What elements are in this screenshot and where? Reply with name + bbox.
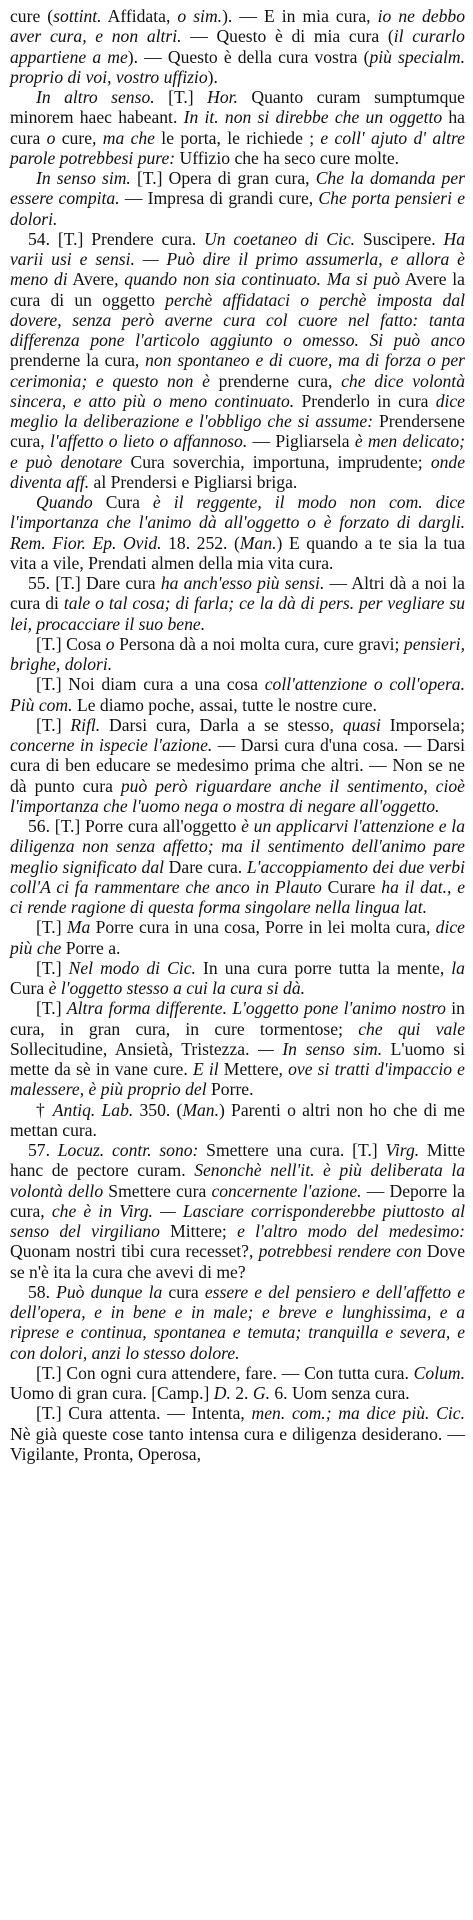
italic-text-segment: che qui vale <box>358 1018 465 1039</box>
text-segment: cure <box>55 127 93 148</box>
text-segment: — Questo è di mia cura ( <box>181 26 394 47</box>
text-segment: Prenderlo in cura <box>294 390 436 411</box>
text-segment: 57. <box>28 1140 58 1160</box>
text-segment: Porre cura in una cosa, Porre in lei molta cura, <box>90 917 436 938</box>
italic-text-segment: tale o tal cosa; di farla; ce la dà di pers. per vegliare su lei, procacciare il suo bene. <box>10 593 465 634</box>
italic-text-segment: quasi <box>342 714 381 735</box>
italic-text-segment: non spontaneo e di cuore, ma di forza o per cerimonia; e questo non è <box>10 350 465 391</box>
text-segment: Mittere; <box>159 1221 238 1241</box>
italic-text-segment: e coll' ajuto d' altre parole potrebbesi pure: <box>10 127 465 168</box>
entry-paragraph <box>10 87 465 168</box>
italic-text-segment: l'affetto o lieto o affannoso. <box>49 431 248 452</box>
italic-text-segment: onde diventa aff. <box>10 451 466 492</box>
text-segment: [T.] Opera di gran cura, <box>130 168 316 188</box>
text-segment: [T.] Cura attenta. — Intenta, <box>36 1403 252 1424</box>
italic-text-segment: essere e del pensiero e dell'affetto e dell'opera, e in bene e in male; e breve e lunghissima, e a riprese e continua, spontanea e temuta; tranquilla e severa, e con dolori, anzi lo stesso dolore. <box>10 1281 465 1363</box>
italic-text-segment: concerne in ispecie l'azione. <box>10 735 213 755</box>
text-segment: Cura <box>10 978 49 998</box>
text-segment: — Altri dà a noi la cura di <box>10 573 465 614</box>
italic-text-segment: può però riguardare anche il sentimento, cioè l'importanza che l'uomo nega o mostra di negare all'oggetto. <box>10 775 465 816</box>
italic-text-segment: Hor. <box>207 87 238 107</box>
text-segment: 58. <box>28 1281 57 1302</box>
text-segment: Dare cura. <box>164 856 247 877</box>
entry-paragraph <box>10 168 465 229</box>
text-segment: [T.] <box>36 998 67 1019</box>
entry-paragraph <box>10 1403 465 1464</box>
text-segment: 55. [T.] Dare cura <box>28 573 161 593</box>
text-segment: le porta, le richiede ; <box>154 127 321 148</box>
text-segment: Mettere <box>218 1059 279 1079</box>
text-segment: 56. [T.] Porre cura all'oggetto <box>28 816 242 836</box>
italic-text-segment: che dice volontà sincera, e atto più o meno continuato. <box>10 370 465 411</box>
italic-text-segment: Man. <box>182 1099 219 1120</box>
text-segment: cure ( <box>10 6 54 26</box>
text-segment: [T.] <box>36 957 69 978</box>
text-segment: ha cura <box>10 107 465 148</box>
text-segment: Smettere una cura. [T.] <box>198 1140 386 1160</box>
entry-paragraph <box>10 1363 465 1404</box>
text-segment: ). — Questo è della cura vostra ( <box>127 46 370 67</box>
italic-text-segment: concernente l'azione. <box>211 1180 362 1201</box>
italic-text-segment: Antiq. Lab. <box>52 1099 134 1120</box>
text-segment: ) Parenti o altri non ho che di me mettan cura. <box>10 1099 465 1140</box>
text-segment: [T.] Noi diam cura a una cosa <box>36 674 265 695</box>
italic-text-segment: che è in Virg. — Lasciare corrisponderebbe piuttosto al senso del virgiliano <box>10 1200 466 1241</box>
italic-text-segment: Un coetaneo di Cic. <box>204 228 356 249</box>
text-segment: Smettere cura <box>103 1180 212 1201</box>
entry-paragraph <box>10 998 465 1099</box>
italic-text-segment: , ma che <box>92 127 155 148</box>
italic-text-segment: Che porta pensieri e dolori. <box>10 188 466 229</box>
text-segment: In una cura porre tutta la mente, <box>195 957 452 978</box>
italic-text-segment: è men delicato; e può denotare <box>10 431 465 472</box>
italic-text-segment: Senonchè nell'it. è più deliberata la volontà dello <box>10 1160 466 1201</box>
italic-text-segment: ha anch'esso più sensi. <box>160 573 325 593</box>
text-segment: L'uomo si mette da sè in vane cure. <box>10 1038 465 1079</box>
italic-text-segment: Man. <box>239 532 277 553</box>
italic-text-segment: più specialm. proprio di voi, vostro uffizio <box>10 46 465 87</box>
entry-paragraph <box>10 229 465 492</box>
italic-text-segment: potrebbesi rendere con <box>258 1241 422 1262</box>
italic-text-segment: In it. non si direbbe che un oggetto <box>183 107 443 128</box>
entry-paragraph <box>10 573 465 634</box>
text-segment: in cura, in gran cura, in cure tormentose; <box>10 998 465 1039</box>
text-segment: Cura soverchia, importuna, imprudente; <box>122 451 431 472</box>
text-segment: Imporsela; <box>380 714 465 735</box>
text-segment: Affidata, <box>101 6 178 26</box>
entry-paragraph <box>10 1100 465 1141</box>
text-segment: prenderne la cura, <box>10 350 146 371</box>
text-segment: † <box>36 1099 53 1120</box>
italic-text-segment: è un applicarvi l'attenzione e la diligenza non senza affetto; ma il sentimento dell'animo pare meglio significato dal <box>10 816 465 877</box>
text-segment: [T.] Cosa <box>36 633 106 654</box>
text-segment: Cura <box>92 492 153 512</box>
text-segment: ). — E in mia cura, <box>222 6 378 26</box>
italic-text-segment: sottint. <box>53 6 102 26</box>
text-segment: Curare <box>321 876 382 897</box>
entry-paragraph <box>10 958 465 999</box>
text-segment: — Darsi cura d'una cosa. — Darsi cura di ben educare se medesimo prima che altri. — Non se ne dà punto cura <box>10 735 465 796</box>
italic-text-segment: è il reggente, il modo non com. dice l'importanza che l'animo dà all'oggetto o è forzato di dargli. Rem. Fior. Ep. Ovid. <box>10 492 465 553</box>
italic-text-segment: men. com.; ma dice più. Cic. <box>251 1403 465 1424</box>
italic-text-segment: E il <box>192 1059 219 1079</box>
text-segment: Uffizio che ha seco cure molte. <box>175 147 400 168</box>
text-segment: Quonam nostri tibi cura recesset?, <box>10 1241 259 1262</box>
italic-text-segment: la <box>451 957 465 978</box>
italic-text-segment: Che la domanda per essere compita. <box>10 168 466 209</box>
text-segment: 350. ( <box>133 1099 183 1120</box>
italic-text-segment: pensieri, brighe, dolori. <box>10 633 465 674</box>
entry-paragraph <box>10 1282 465 1363</box>
text-segment: [T.] Con ogni cura attendere, fare. — Con tutta cura. <box>36 1362 414 1383</box>
text-segment: — Impresa di grandi cure, <box>119 188 319 209</box>
italic-text-segment: Altra forma differente. L'oggetto pone l'animo nostro <box>66 998 446 1019</box>
text-segment: ) E quando a te sia la tua vita a vile, Prendati almen della mia vita cura. <box>10 532 466 573</box>
text-segment: Le diamo poche, assai, tutte le nostre cure. <box>72 694 377 715</box>
entry-paragraph <box>10 816 465 917</box>
italic-text-segment: Ma <box>66 917 91 938</box>
text-segment: prenderne cura, <box>209 370 342 391</box>
italic-text-segment: , quando non sia continuato. Ma si può <box>114 269 400 290</box>
text-segment: cura <box>162 1281 205 1302</box>
text-segment: Darsi cura, Darla a se stesso, <box>100 714 343 735</box>
text-segment: Avere <box>67 269 115 290</box>
italic-text-segment: o <box>105 633 115 654</box>
italic-text-segment: , ove si tratti d'impaccio e malessere, è più proprio del <box>10 1059 465 1100</box>
entry-paragraph <box>10 1140 465 1282</box>
italic-text-segment: ha il dat., e ci rende ragione di questa forma singolare nella lingua lat. <box>10 876 466 917</box>
italic-text-segment: è l'oggetto stesso a cui la cura si dà. <box>48 978 306 998</box>
italic-text-segment: io ne debbo aver cura, e non altri. <box>10 6 465 47</box>
italic-text-segment: dice meglio la deliberazione e l'obbligo che si assume: <box>10 390 465 431</box>
entry-paragraph <box>10 674 465 715</box>
entry-paragraph <box>10 492 465 573</box>
italic-text-segment: Ha varii usi e sensi. — Può dire il primo assumerla, e allora è meno di <box>10 228 466 290</box>
entry-paragraph <box>10 715 465 816</box>
italic-text-segment: In senso sim. <box>36 168 131 188</box>
text-segment: Porre a. <box>61 937 121 958</box>
text-segment: Nè già queste cose tanto intensa cura e diligenza desiderano. — Vigilante, Pronta, Operosa, <box>10 1423 465 1464</box>
italic-text-segment: — In senso sim. <box>258 1038 383 1059</box>
italic-text-segment: il curarlo appartiene a me <box>10 26 465 67</box>
italic-text-segment: o sim. <box>177 6 223 26</box>
text-segment: — Pigliarsela <box>247 431 355 452</box>
text-segment: Prendersene cura, <box>10 411 465 452</box>
italic-text-segment: perchè affidataci o perchè imposta dal dovere, senza però averne cura col cuore nel fatto: tanta differenza pone l'articolo aggiunto o omesso. Si può anco <box>10 289 466 350</box>
text-segment: Sollecitudine, Ansietà, Tristezza. <box>10 1038 259 1059</box>
italic-text-segment: Rifl. <box>70 714 101 735</box>
italic-text-segment: Può dunque la <box>56 1281 163 1302</box>
italic-text-segment: In altro senso. <box>36 87 155 107</box>
entry-paragraph <box>10 917 465 958</box>
entry-paragraph <box>10 634 465 675</box>
text-segment: Quanto curam sumptumque minorem haec habeant. <box>10 87 465 128</box>
italic-text-segment: Quando <box>36 492 93 512</box>
text-segment: Dove se n'è ita la cura che avevi di me? <box>10 1241 466 1282</box>
text-segment: Avere la cura di un oggetto <box>10 269 465 310</box>
text-segment: — Deporre la cura, <box>10 1180 465 1221</box>
text-segment: [T.] <box>36 917 67 938</box>
italic-text-segment: G. <box>252 1383 270 1403</box>
text-segment: Suscipere. <box>355 228 444 249</box>
entry-paragraph <box>10 6 465 87</box>
text-segment: ). <box>207 66 218 87</box>
text-segment: 6. Uom senza cura. <box>269 1383 410 1403</box>
italic-text-segment: Virg. <box>385 1140 420 1160</box>
text-segment: 2. <box>230 1383 253 1403</box>
italic-text-segment: D. <box>213 1383 231 1403</box>
italic-text-segment: dice più che <box>10 917 465 958</box>
italic-text-segment: L'accoppiamento dei due verbi coll'A ci fa rammentare che anco in Plauto <box>10 856 465 897</box>
italic-text-segment: Colum. <box>413 1362 465 1383</box>
italic-text-segment: Locuz. contr. sono: <box>57 1140 199 1160</box>
italic-text-segment: Nel modo di Cic. <box>68 957 196 978</box>
text-segment: Porre. <box>206 1079 254 1100</box>
text-segment: Uomo di gran cura. [Camp.] <box>10 1383 214 1403</box>
text-segment: Mitte hanc de pectore curam. <box>10 1140 466 1181</box>
italic-text-segment: o <box>46 127 56 148</box>
text-segment: al Prendersi e Pigliarsi briga. <box>89 471 298 492</box>
italic-text-segment: coll'attenzione o coll'opera. Più com. <box>10 674 465 715</box>
text-segment: [T.] <box>36 714 71 735</box>
text-segment: Persona dà a noi molta cura, cure gravi; <box>114 633 404 654</box>
text-segment: 54. [T.] Prendere cura. <box>28 228 205 249</box>
text-segment: [T.] <box>154 87 208 107</box>
text-segment: 18. 252. ( <box>161 532 240 553</box>
italic-text-segment: e l'altro modo del medesimo: <box>237 1221 465 1241</box>
